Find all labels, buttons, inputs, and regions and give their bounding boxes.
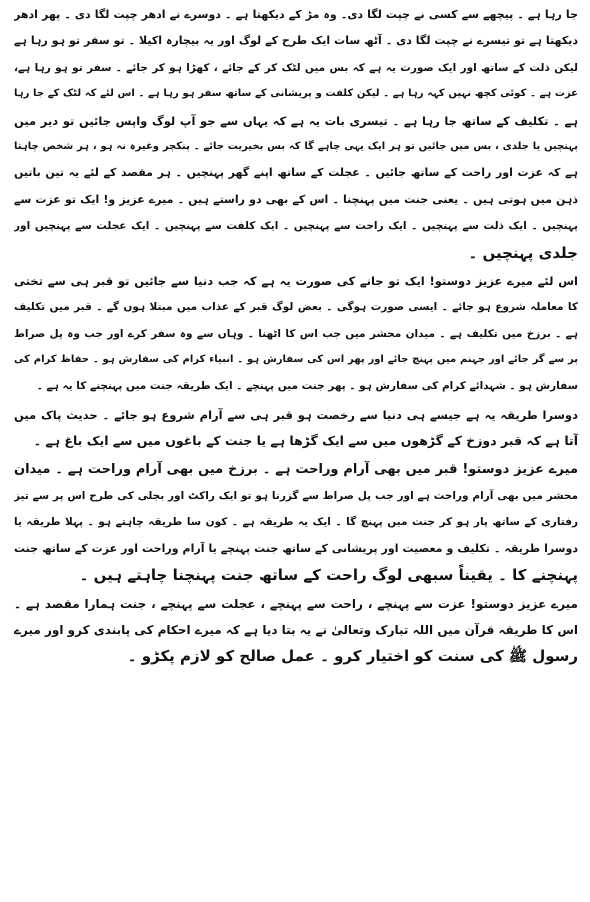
text-line: ہے ۔ تکلیف کے ساتھ جا رہا ہے ۔ تیسری بات یہ ہے کہ یہاں سے جو آپ لوگ واپس جائیں تو دیر میں bbox=[14, 113, 578, 128]
text-line: میرے عزیز دوستو! قبر میں بھی آرام وراحت ہے ۔ برزخ میں بھی آرام وراحت ہے ۔ میدان bbox=[14, 461, 578, 477]
text-line: ذہن میں ہوتی ہیں ۔ یعنی جنت میں پہنچنا ۔ اس کے بھی دو راستے ہیں ۔ میرے عزیز و! ایک تو عزت سے bbox=[14, 192, 578, 206]
text-line: جلدی پہنچیں ۔ bbox=[468, 243, 578, 262]
paragraph bbox=[14, 591, 578, 670]
text-line: پہنچیں ۔ ایک ذلت سے پہنچیں ۔ ایک راحت سے پہنچیں ۔ ایک کلفت سے پہنچیں ۔ ایک عجلت سے پہنچیں اور bbox=[14, 220, 578, 233]
text-line: دوسرا طریقہ ۔ تکلیف و معصیت اور پریشانی کے ساتھ جنت پہنچے یا آرام وراحت اور عزت کے ساتھ جنت bbox=[14, 541, 578, 555]
text-line: اس کا طریقہ قرآن میں اللہ تبارک وتعالیٰ نے یہ بتا دیا ہے کہ میرے احکام کی پابندی کرو اور میرے bbox=[14, 622, 578, 637]
text-line: رسول ﷺ کی سنت کو اختیار کرو ۔ عمل صالح کو لازم پکڑو ۔ bbox=[127, 647, 578, 666]
text-line: رفتاری کے ساتھ پار ہو کر جنت میں پہنچ گا ۔ ایک یہ طریقہ ہے ۔ کون سا طریقہ چاہتے ہو ۔ پہلا طریقہ یا bbox=[14, 516, 578, 529]
text-line: لیکن ذلت کے ساتھ اور ایک صورت یہ ہے کہ بس میں لٹک کر کے جائے ، کھڑا ہو کر جائے ۔ سفر تو ہو رہا ہے، bbox=[14, 61, 578, 74]
paragraph bbox=[14, 2, 578, 266]
document-page bbox=[14, 2, 578, 898]
text-line: جا رہا ہے ۔ پیچھے سے کسی نے چپت لگا دی۔ وہ مڑ کے دیکھتا ہے ۔ دوسرے نے ادھر چپت لگا دی ۔ پھر ادھر bbox=[14, 8, 578, 21]
text-line: دوسرا طریقہ یہ ہے جیسے ہی دنیا سے رخصت ہو قبر ہی سے آرام شروع ہو جائے ۔ حدیث پاک میں bbox=[14, 407, 578, 422]
text-line: پہنچیں یا جلدی ، بس میں جائیں تو ہر ایک یہی چاہے گا کہ بس بخیریت جائے ۔ پنکچر وغیرہ نہ ہو ، ہر شخص چاہتا bbox=[14, 140, 578, 152]
text-line: میرے عزیز دوستو! عزت سے پہنچے ، راحت سے پہنچے ، عجلت سے پہنچے ، جنت ہمارا مقصد ہے ۔ bbox=[14, 596, 578, 611]
paragraph bbox=[14, 402, 578, 455]
text-line: محشر میں بھی آرام وراحت ہے اور جب پل صراط سے گزرنا ہو تو ایک راکٹ اور بجلی کی طرح اس پر سے تیز bbox=[14, 490, 578, 503]
paragraph bbox=[14, 268, 578, 400]
text-line: کا معاملہ شروع ہو جائے ۔ ایسی صورت ہوگی ۔ بعض لوگ قبر کے عذاب میں مبتلا ہوں گے ۔ قبر میں تکلیف bbox=[14, 301, 578, 314]
paragraph bbox=[14, 457, 578, 589]
text-line: پہنچنے کا ۔ یقیناً سبھی لوگ راحت کے ساتھ جنت پہنچنا چاہتے ہیں ۔ bbox=[79, 566, 578, 585]
text-line: اس لئے میرے عزیز دوستو! ایک تو جانے کی صورت یہ ہے کہ جب دنیا سے جائیں تو قبر ہی سے تختی bbox=[14, 273, 578, 288]
text-line: پر سے گر جائے اور جہنم میں پہنچ جائے اور پھر اس کی سفارش ہو ۔ انبیاء کرام کی سفارش ہو ۔ حفاظ کرام کی bbox=[14, 354, 578, 366]
text-line: ہے کہ عزت اور راحت کے ساتھ جائیں ۔ عجلت کے ساتھ اپنے گھر پہنچیں ۔ ہر مقصد کے لئے یہ تین باتیں bbox=[14, 166, 578, 180]
text-line: آتا ہے کہ قبر دوزخ کے گڑھوں میں سے ایک گڑھا ہے یا جنت کے باغوں میں سے ایک باغ ہے ۔ bbox=[33, 433, 578, 449]
text-line: ہے ۔ برزخ میں تکلیف ہے ۔ میدان محشر میں جب اس کا اٹھنا ۔ وہاں سے وہ سفر کرے اور جب وہ پل صراط bbox=[14, 327, 578, 340]
text-line: عزت ہے ۔ کوئی کچھ نہیں کہہ رہا ہے ۔ لیکن کلفت و پریشانی کے ساتھ سفر ہو رہا ہے ۔ اس لئے کہ لٹک کے جا رہا bbox=[14, 88, 578, 100]
text-line: سفارش ہو ۔ شہدائے کرام کی سفارش ہو ۔ پھر جنت میں پہنچے ۔ ایک طریقہ جنت میں پہنچنے کا یہ ہے ۔ bbox=[36, 380, 578, 393]
text-line: دیکھتا ہے تو تیسرے نے چپت لگا دی ۔ آٹھ سات ایک طرح کے لوگ اور یہ بیچارہ اکیلا ۔ تو سفر تو ہو رہا ہے bbox=[14, 34, 578, 48]
